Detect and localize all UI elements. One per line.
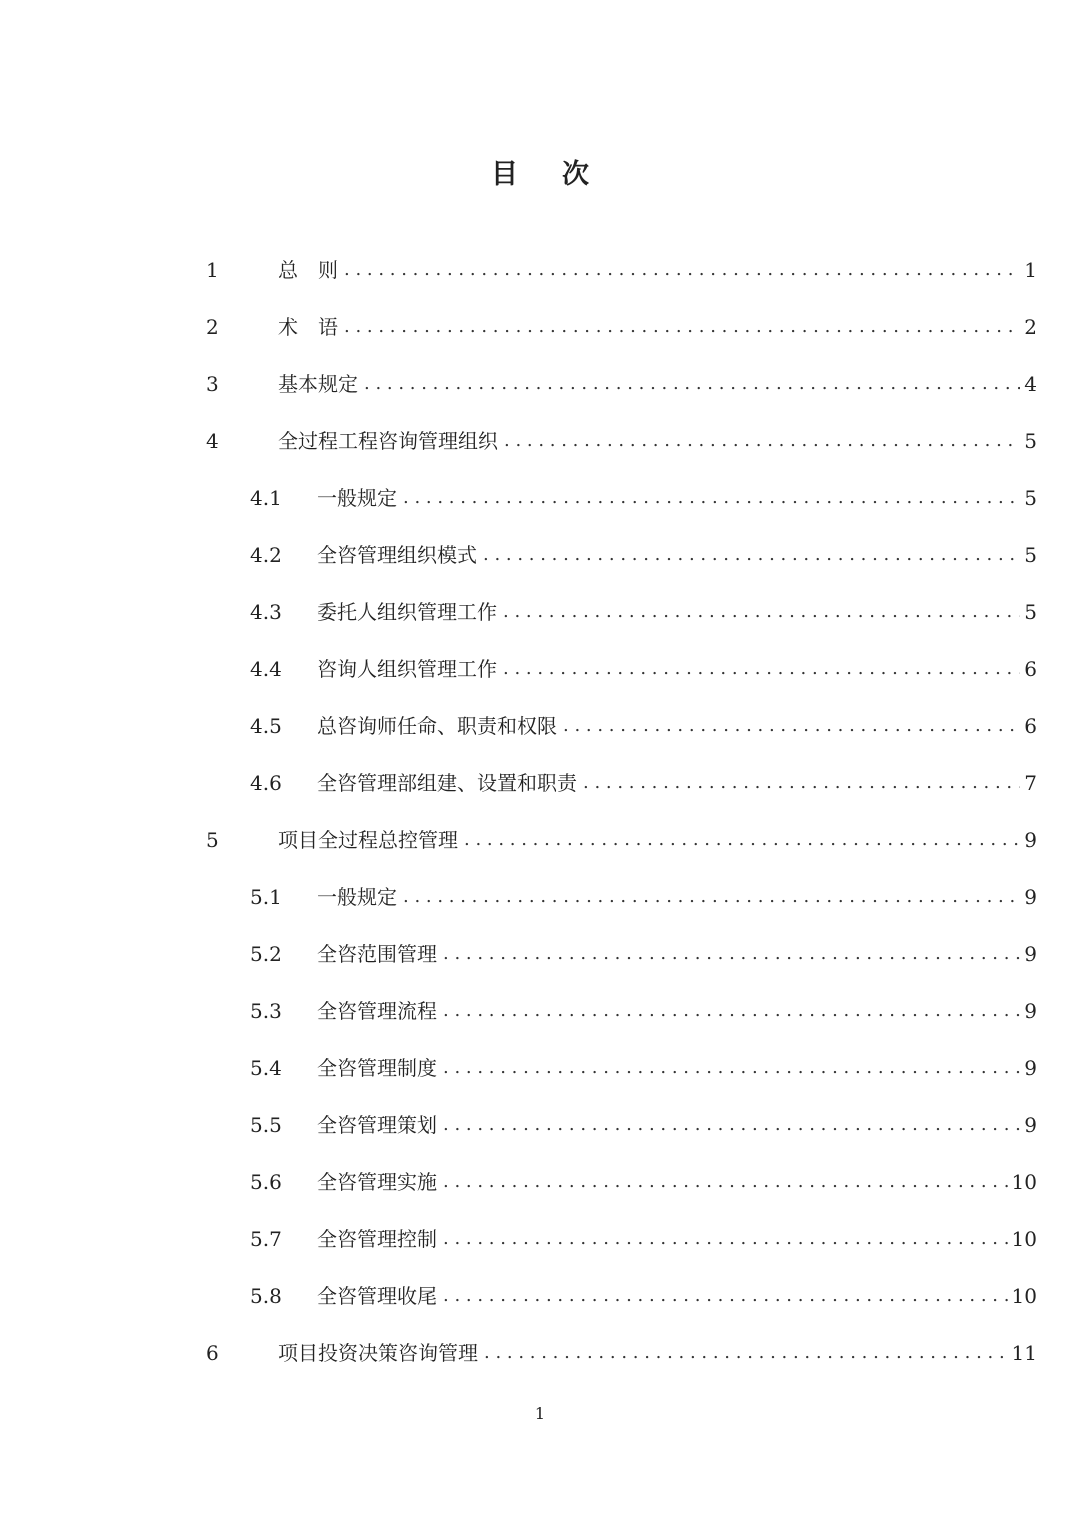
toc-leader-dots <box>503 590 1020 634</box>
toc-entry-page: 9 <box>1024 1113 1037 1137</box>
toc-entry-label: 全咨管理策划 <box>317 1113 437 1137</box>
toc-entry-label: 一般规定 <box>317 885 397 909</box>
toc-entry-page: 6 <box>1024 657 1037 681</box>
toc-leader-dots <box>504 419 1020 463</box>
toc-leader-dots <box>483 533 1020 577</box>
toc-leader-dots <box>443 1103 1020 1147</box>
toc-leader-dots <box>344 305 1020 349</box>
toc-entry-page: 5 <box>1024 429 1037 453</box>
toc-entry-page: 10 <box>1011 1284 1037 1308</box>
toc-entry-label: 委托人组织管理工作 <box>317 600 497 624</box>
toc-entry-number: 2 <box>206 315 219 339</box>
toc-entry-label: 项目投资决策咨询管理 <box>278 1341 478 1365</box>
toc-entry-number: 5.1 <box>250 885 282 909</box>
toc-entry-body <box>317 476 1037 520</box>
toc-leader-dots <box>443 932 1020 976</box>
toc-title-char-2: 次 <box>562 159 589 190</box>
toc-entry[interactable] <box>0 761 1080 818</box>
toc-entry-body <box>317 647 1037 691</box>
toc-entry-number: 5.8 <box>250 1284 282 1308</box>
toc-entry-page: 4 <box>1024 372 1037 396</box>
toc-leader-dots <box>403 476 1020 520</box>
toc-leader-dots <box>403 875 1020 919</box>
toc-entry-number: 5.6 <box>250 1170 282 1194</box>
toc-entry-number: 4.6 <box>250 771 282 795</box>
toc-entry-label: 总 则 <box>278 258 338 282</box>
toc-entry-body <box>317 932 1037 976</box>
toc-leader-dots <box>443 1160 1008 1204</box>
toc-entry-number: 5.4 <box>250 1056 282 1080</box>
toc-entry[interactable] <box>0 362 1080 419</box>
toc-leader-dots <box>443 1046 1020 1090</box>
toc-entry-number: 4.1 <box>250 486 282 510</box>
toc-entry-label: 全咨管理实施 <box>317 1170 437 1194</box>
toc-leader-dots <box>563 704 1020 748</box>
toc-entry-page: 5 <box>1024 543 1037 567</box>
toc-entry-label: 全咨管理制度 <box>317 1056 437 1080</box>
toc-entry[interactable] <box>0 875 1080 932</box>
toc-entry-number: 5.3 <box>250 999 282 1023</box>
toc-entry-body <box>278 1331 1037 1375</box>
toc-entry-body <box>317 1217 1037 1261</box>
toc-entry-number: 5.7 <box>250 1227 282 1251</box>
toc-entry-page: 7 <box>1024 771 1037 795</box>
toc-entry[interactable] <box>0 647 1080 704</box>
toc-leader-dots <box>344 248 1020 292</box>
toc-entry-page: 9 <box>1024 999 1037 1023</box>
toc-entry-body <box>317 590 1037 634</box>
toc-leader-dots <box>464 818 1020 862</box>
toc-entry-page: 2 <box>1024 315 1037 339</box>
toc-entry[interactable] <box>0 704 1080 761</box>
toc-entry-label: 全咨管理控制 <box>317 1227 437 1251</box>
toc-entry-label: 术 语 <box>278 315 338 339</box>
toc-entry-number: 1 <box>206 258 219 282</box>
toc-entry-page: 9 <box>1024 828 1037 852</box>
toc-entry[interactable] <box>0 1274 1080 1331</box>
toc-entry-body <box>278 362 1037 406</box>
toc-entry[interactable] <box>0 989 1080 1046</box>
toc-entry-number: 5.2 <box>250 942 282 966</box>
toc-entry-label: 项目全过程总控管理 <box>278 828 458 852</box>
toc-entry-body <box>317 1046 1037 1090</box>
toc-entry-number: 6 <box>206 1341 219 1365</box>
footer-page-number: 1 <box>534 1404 546 1423</box>
toc-entry-number: 4.3 <box>250 600 282 624</box>
toc-entry-page: 10 <box>1011 1170 1037 1194</box>
toc-entry-page: 1 <box>1024 258 1037 282</box>
toc-entry-body <box>317 1160 1037 1204</box>
toc-entry-label: 全咨管理部组建、设置和职责 <box>317 771 577 795</box>
toc-entry[interactable] <box>0 419 1080 476</box>
toc-leader-dots <box>503 647 1020 691</box>
toc-entry[interactable] <box>0 818 1080 875</box>
toc-entry[interactable] <box>0 1331 1080 1388</box>
toc-leader-dots <box>443 989 1020 1033</box>
toc-entry-number: 4.2 <box>250 543 282 567</box>
toc-title <box>0 152 1080 191</box>
toc-entry-number: 5.5 <box>250 1113 282 1137</box>
toc-leader-dots <box>583 761 1020 805</box>
toc-entry-body <box>317 1274 1037 1318</box>
toc-entry[interactable] <box>0 305 1080 362</box>
toc-entry[interactable] <box>0 1217 1080 1274</box>
toc-leader-dots <box>443 1217 1008 1261</box>
toc-entry-label: 全咨管理组织模式 <box>317 543 477 567</box>
toc-leader-dots <box>443 1274 1008 1318</box>
toc-entry[interactable] <box>0 476 1080 533</box>
toc-entry-page: 9 <box>1024 885 1037 909</box>
toc-entry-body <box>278 305 1037 349</box>
toc-entry-label: 全咨范围管理 <box>317 942 437 966</box>
toc-entry-number: 4.4 <box>250 657 282 681</box>
toc-entry-body <box>317 761 1037 805</box>
toc-entry-page: 9 <box>1024 1056 1037 1080</box>
toc-entry-page: 6 <box>1024 714 1037 738</box>
toc-entry-label: 一般规定 <box>317 486 397 510</box>
toc-entry-page: 10 <box>1011 1227 1037 1251</box>
toc-entry-label: 全咨管理收尾 <box>317 1284 437 1308</box>
toc-entry-body <box>278 818 1037 862</box>
toc-entry-body <box>317 704 1037 748</box>
toc-entry-body <box>278 248 1037 292</box>
toc-entry-label: 全过程工程咨询管理组织 <box>278 429 498 453</box>
toc-entry-body <box>278 419 1037 463</box>
toc-entry-page: 5 <box>1024 486 1037 510</box>
toc-entry-label: 全咨管理流程 <box>317 999 437 1023</box>
toc-leader-dots <box>484 1331 1008 1375</box>
toc-title-char-1: 目 <box>491 159 518 190</box>
toc-entry-body <box>317 1103 1037 1147</box>
toc-entry[interactable] <box>0 1046 1080 1103</box>
toc-entry-page: 11 <box>1011 1341 1037 1365</box>
toc-entry-body <box>317 875 1037 919</box>
toc-list <box>0 248 1080 1388</box>
toc-entry-page: 5 <box>1024 600 1037 624</box>
toc-entry-page: 9 <box>1024 942 1037 966</box>
toc-entry[interactable] <box>0 590 1080 647</box>
toc-entry[interactable] <box>0 932 1080 989</box>
toc-entry-number: 3 <box>206 372 219 396</box>
toc-entry[interactable] <box>0 533 1080 590</box>
toc-entry-number: 5 <box>206 828 219 852</box>
toc-entry-body <box>317 533 1037 577</box>
toc-leader-dots <box>364 362 1020 406</box>
toc-entry-number: 4.5 <box>250 714 282 738</box>
toc-entry[interactable] <box>0 1160 1080 1217</box>
toc-entry-number: 4 <box>206 429 219 453</box>
toc-entry-label: 基本规定 <box>278 372 358 396</box>
toc-entry-label: 咨询人组织管理工作 <box>317 657 497 681</box>
toc-entry-body <box>317 989 1037 1033</box>
toc-entry-label: 总咨询师任命、职责和权限 <box>317 714 557 738</box>
toc-entry[interactable] <box>0 1103 1080 1160</box>
toc-entry[interactable] <box>0 248 1080 305</box>
